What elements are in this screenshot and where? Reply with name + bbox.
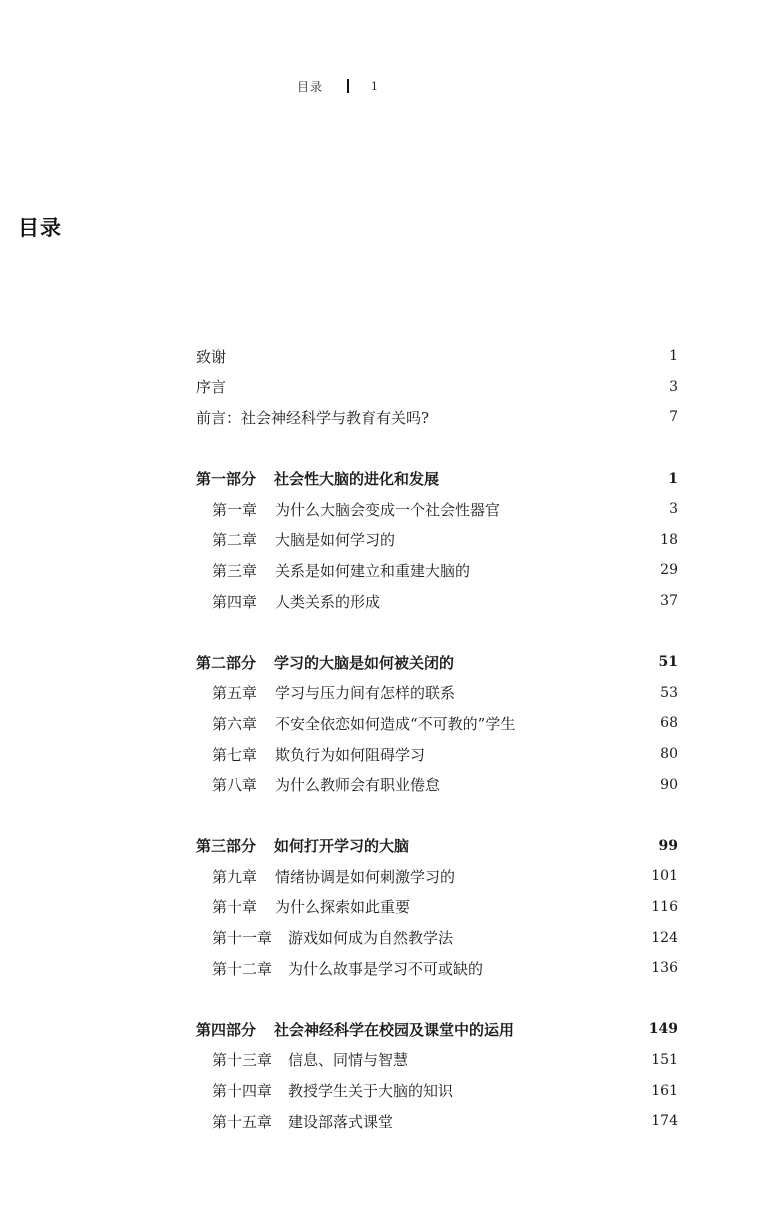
chapter-title: 为什么教师会有职业倦怠: [275, 776, 441, 795]
part-title: 社会性大脑的进化和发展: [274, 470, 440, 489]
toc-chapter-3[interactable]: [196, 555, 678, 586]
chapter-page: 101: [651, 868, 678, 885]
toc-entry-preface[interactable]: [196, 402, 678, 433]
chapter-number: 第十四章: [212, 1082, 273, 1101]
chapter-page: 174: [651, 1113, 678, 1130]
toc-chapter-4[interactable]: [196, 586, 678, 617]
chapter-title: 游戏如何成为自然教学法: [288, 929, 454, 948]
chapter-title: 为什么故事是学习不可或缺的: [288, 959, 484, 978]
toc-chapter-13[interactable]: [196, 1045, 678, 1076]
chapter-page: 161: [651, 1082, 678, 1099]
chapter-page: 29: [660, 562, 678, 579]
chapter-title: 信息、同情与智慧: [288, 1051, 409, 1070]
chapter-number: 第四章: [212, 592, 258, 611]
chapter-title: 不安全依恋如何造成“不可教的”学生: [275, 714, 516, 733]
section-gap: [196, 800, 678, 831]
chapter-number: 第十三章: [212, 1051, 273, 1070]
chapter-page: 90: [660, 776, 678, 793]
toc-entry-title: 前言：社会神经科学与教育有关吗?: [196, 408, 430, 427]
chapter-title: 学习与压力间有怎样的联系: [275, 684, 456, 703]
toc-entry-foreword[interactable]: [196, 372, 678, 403]
running-header-page-number: 1: [371, 79, 379, 93]
running-header: [297, 76, 378, 96]
toc-entry-title: 序言: [196, 378, 227, 397]
page-title: 目录: [18, 216, 62, 240]
chapter-title: 为什么探索如此重要: [275, 898, 411, 917]
chapter-page: 3: [669, 501, 678, 518]
chapter-title: 人类关系的形成: [275, 592, 381, 611]
chapter-page: 18: [660, 531, 678, 548]
chapter-title: 建设部落式课堂: [288, 1112, 394, 1131]
chapter-page: 53: [660, 684, 678, 701]
chapter-number: 第五章: [212, 684, 258, 703]
toc-entry-page: 3: [669, 378, 678, 395]
part-page: 51: [658, 654, 678, 671]
toc-entry-title: 致谢: [196, 347, 227, 366]
running-header-title: 目录: [297, 79, 324, 94]
chapter-title: 为什么大脑会变成一个社会性器官: [275, 500, 501, 519]
chapter-number: 第二章: [212, 531, 258, 550]
toc-chapter-14[interactable]: [196, 1075, 678, 1106]
toc-entry-acknowledgements[interactable]: [196, 341, 678, 372]
toc-chapter-15[interactable]: [196, 1106, 678, 1137]
toc-chapter-11[interactable]: [196, 922, 678, 953]
toc-chapter-9[interactable]: [196, 861, 678, 892]
chapter-number: 第八章: [212, 776, 258, 795]
chapter-number: 第三章: [212, 561, 258, 580]
toc-chapter-6[interactable]: [196, 708, 678, 739]
part-page: 1: [668, 470, 678, 487]
chapter-page: 68: [660, 715, 678, 732]
toc-part-2[interactable]: [196, 647, 678, 678]
part-number: 第二部分: [196, 653, 257, 672]
part-number: 第一部分: [196, 470, 257, 489]
section-gap: [196, 983, 678, 1014]
part-number: 第三部分: [196, 837, 257, 856]
chapter-title: 关系是如何建立和重建大脑的: [275, 561, 471, 580]
toc-chapter-12[interactable]: [196, 953, 678, 984]
chapter-page: 136: [651, 960, 678, 977]
chapter-page: 124: [651, 929, 678, 946]
toc-part-4[interactable]: [196, 1014, 678, 1045]
toc-chapter-5[interactable]: [196, 678, 678, 709]
toc-part-3[interactable]: [196, 831, 678, 862]
chapter-number: 第六章: [212, 714, 258, 733]
chapter-number: 第一章: [212, 500, 258, 519]
toc-chapter-10[interactable]: [196, 892, 678, 923]
toc-chapter-1[interactable]: [196, 494, 678, 525]
toc-entry-page: 1: [669, 348, 678, 365]
toc-chapter-8[interactable]: [196, 769, 678, 800]
chapter-number: 第九章: [212, 867, 258, 886]
part-page: 149: [648, 1021, 678, 1038]
chapter-page: 37: [660, 593, 678, 610]
part-title: 学习的大脑是如何被关闭的: [274, 653, 455, 672]
chapter-number: 第七章: [212, 745, 258, 764]
chapter-title: 欺负行为如何阻碍学习: [275, 745, 426, 764]
table-of-contents: [196, 341, 678, 1136]
chapter-title: 教授学生关于大脑的知识: [288, 1082, 454, 1101]
section-gap: [196, 433, 678, 464]
chapter-number: 第十一章: [212, 929, 273, 948]
chapter-number: 第十五章: [212, 1112, 273, 1131]
chapter-title: 大脑是如何学习的: [275, 531, 396, 550]
chapter-number: 第十章: [212, 898, 258, 917]
toc-entry-page: 7: [669, 409, 678, 426]
part-number: 第四部分: [196, 1020, 257, 1039]
part-title: 如何打开学习的大脑: [274, 837, 410, 856]
toc-chapter-7[interactable]: [196, 739, 678, 770]
chapter-page: 116: [651, 898, 678, 915]
chapter-number: 第十二章: [212, 959, 273, 978]
part-page: 99: [658, 837, 678, 854]
toc-chapter-2[interactable]: [196, 525, 678, 556]
part-title: 社会神经科学在校园及课堂中的运用: [274, 1020, 515, 1039]
section-gap: [196, 616, 678, 647]
chapter-page: 151: [651, 1051, 678, 1068]
chapter-page: 80: [660, 746, 678, 763]
chapter-title: 情绪协调是如何刺激学习的: [275, 867, 456, 886]
running-header-separator: [347, 79, 349, 93]
toc-part-1[interactable]: [196, 463, 678, 494]
